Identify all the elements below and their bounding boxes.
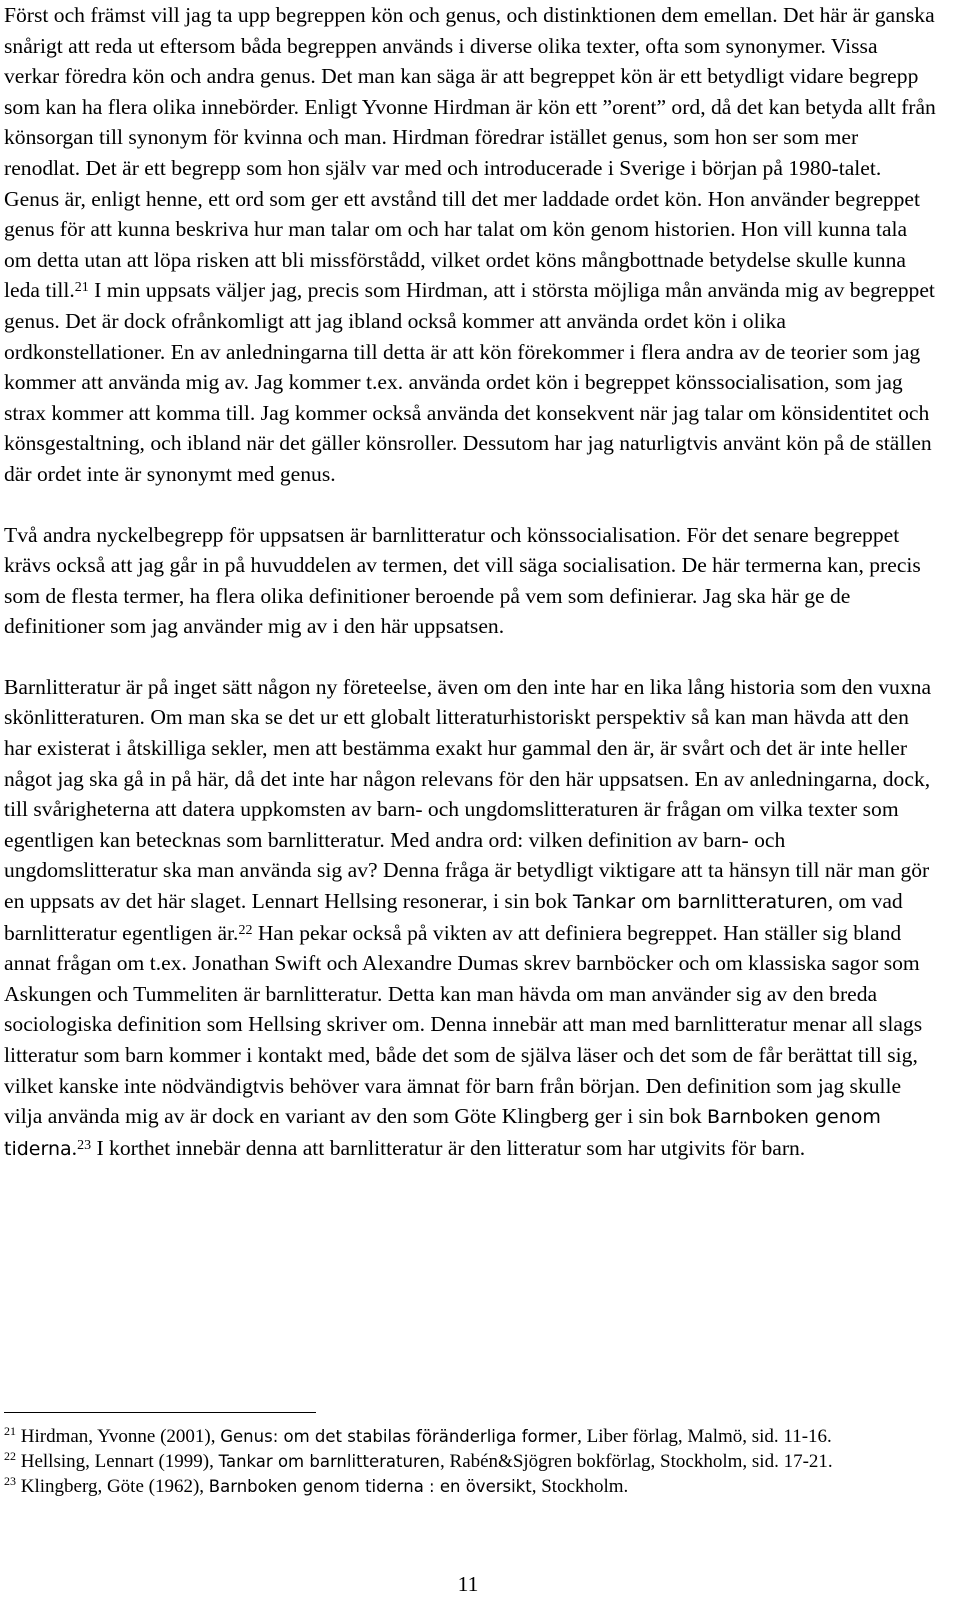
footnote-text: Hirdman, Yvonne (2001), [16, 1426, 221, 1447]
footnote-text: Hellsing, Lennart (1999), [16, 1451, 219, 1472]
footnote-ref[interactable]: 21 [74, 280, 89, 296]
footnote-text: , Stockholm. [531, 1476, 629, 1497]
paragraph-text: , om vad barnlitteratur egentligen är. [4, 889, 903, 945]
footnotes [4, 1424, 938, 1499]
paragraph-text: Först och främst vill jag ta upp begreppen kön och genus, och distinktionen dem emellan. Det här är ganska snårigt att reda ut eftersom båda begreppen används i diverse olika texter, ofta som synonymer. Vissa verkar föredra kön och andra genus. Det man kan säga är att begreppet kön är ett betydligt vidare begrepp som kan ha flera olika innebörder. Enligt Yvonne Hirdman är kön ett ”orent” ord, då det kan betyda allt från könsorgan till synonym för kvinna och man. Hirdman föredrar istället genus, som hon ser som mer renodlat. Det är ett begrepp som hon själv var med och introducerade i Sverige i början på 1980-talet. Genus är, enligt henne, ett ord som ger ett avstånd till det mer laddade ordet kön. Hon använder begreppet genus för att kunna beskriva hur man talar om och har talat om kön genom historien. Hon vill kunna tala om detta utan att löpa risken att bli missförstådd, vilket ordet köns mångbottnade betydelse skulle kunna leda till. [4, 3, 936, 303]
paragraph-text: Barnlitteratur är på inget sätt någon ny företeelse, även om den inte har en lika lång historia som den vuxna skönlitteraturen. Om man ska se det ur ett globalt litteraturhistoriskt perspektiv så kan man hävda att den har existerat i åtskilliga sekler, men att bestämma exakt hur gammal den är, är svårt och det är inte heller något jag ska gå in på här, då det inte har någon relevans för den här uppsatsen. En av anledningarna, dock, till svårigheterna att datera uppkomsten av barn- och ungdomslitteraturen är frågan om vilka texter som egentligen kan betecknas som barnlitteratur. Med andra ord: vilken definition av barn- och ungdomslitteratur ska man använda sig av? Denna fråga är betydligt viktigare att ta hänsyn till när man gör en uppsats av det här slaget. Lennart Hellsing resonerar, i sin bok [4, 674, 932, 914]
document-page [4, 0, 938, 1164]
footnote-ref[interactable]: 23 [77, 1137, 92, 1153]
paragraph-gender-terms [4, 0, 938, 490]
book-title: Genus: om det stabilas föränderliga former [220, 1427, 578, 1446]
footnote-text: , Rabén&Sjögren bokförlag, Stockholm, sid. 17-21. [440, 1451, 833, 1472]
paragraph-text: Två andra nyckelbegrepp för uppsatsen är barnlitteratur och könssocialisation. För det senare begreppet krävs också att jag går in på huvuddelen av termen, det vill säga socialisation. De här termerna kan, precis som de flesta termer, ha flera olika definitioner beroende på vem som definierar. Jag ska här ge de definitioner som jag använder mig av i den här uppsatsen. [4, 522, 921, 639]
paragraph-text: . [71, 1135, 78, 1160]
footnote-ref[interactable]: 22 [238, 922, 253, 938]
book-title: Tankar om barnlitteraturen [572, 891, 828, 914]
footnote [4, 1449, 938, 1474]
footnote-number: 23 [4, 1474, 16, 1488]
book-title: Tankar om barnlitteraturen [218, 1452, 441, 1471]
paragraph-text: I min uppsats väljer jag, precis som Hirdman, att i största möjliga mån använda mig av begreppet genus. Det är dock ofrånkomligt att jag ibland också kommer att använda ordet kön i olika ordkonstellationer. En av anledningarna till detta är att kön förekommer i flera andra av de teorier som jag kommer att använda mig av. Jag kommer t.ex. använda ordet kön i begreppet könssocialisation, som jag strax kommer att komma till. Jag kommer också använda det konsekvent när jag talar om könsidentitet och könsgestaltning, och ibland när det gäller könsroller. Dessutom har jag naturligtvis använt kön på de ställen där ordet inte är synonymt med genus. [4, 278, 935, 486]
footnote-separator [4, 1412, 316, 1413]
page-number: 11 [457, 1572, 479, 1596]
footnote-text: Klingberg, Göte (1962), [16, 1476, 209, 1497]
paragraph-text: Han pekar också på vikten av att definiera begreppet. Han ställer sig bland annat frågan om t.ex. Jonathan Swift och Alexandre Dumas skrev barnböcker och om klassiska sagor som Askungen och Tummeliten är barnlitteratur. Detta kan man hävda om man använder sig av den breda sociologiska definition som Hellsing skriver om. Denna innebär att man med barnlitteratur menar all slags litteratur som barn kommer i kontakt med, både det som de själva läser och det som de får berättat till sig, vilket kanske inte nödvändigtvis behöver vara ämnat för barn från början. Den definition som jag skulle vilja använda mig av är dock en variant av den som Göte Klingberg ger i sin bok [4, 920, 923, 1129]
book-title: Barnboken genom tiderna [4, 1106, 881, 1160]
footnote [4, 1424, 938, 1449]
paragraph-key-concepts [4, 520, 938, 642]
book-title: Barnboken genom tiderna : en översikt [208, 1477, 532, 1496]
footnote-text: , Liber förlag, Malmö, sid. 11-16. [577, 1426, 832, 1447]
footnote [4, 1474, 938, 1499]
paragraph-childrens-literature [4, 672, 938, 1165]
paragraph-text: I korthet innebär denna att barnlitteratur är den litteratur som har utgivits för barn. [91, 1135, 806, 1160]
footnote-number: 22 [4, 1449, 16, 1463]
footnote-number: 21 [4, 1424, 16, 1438]
